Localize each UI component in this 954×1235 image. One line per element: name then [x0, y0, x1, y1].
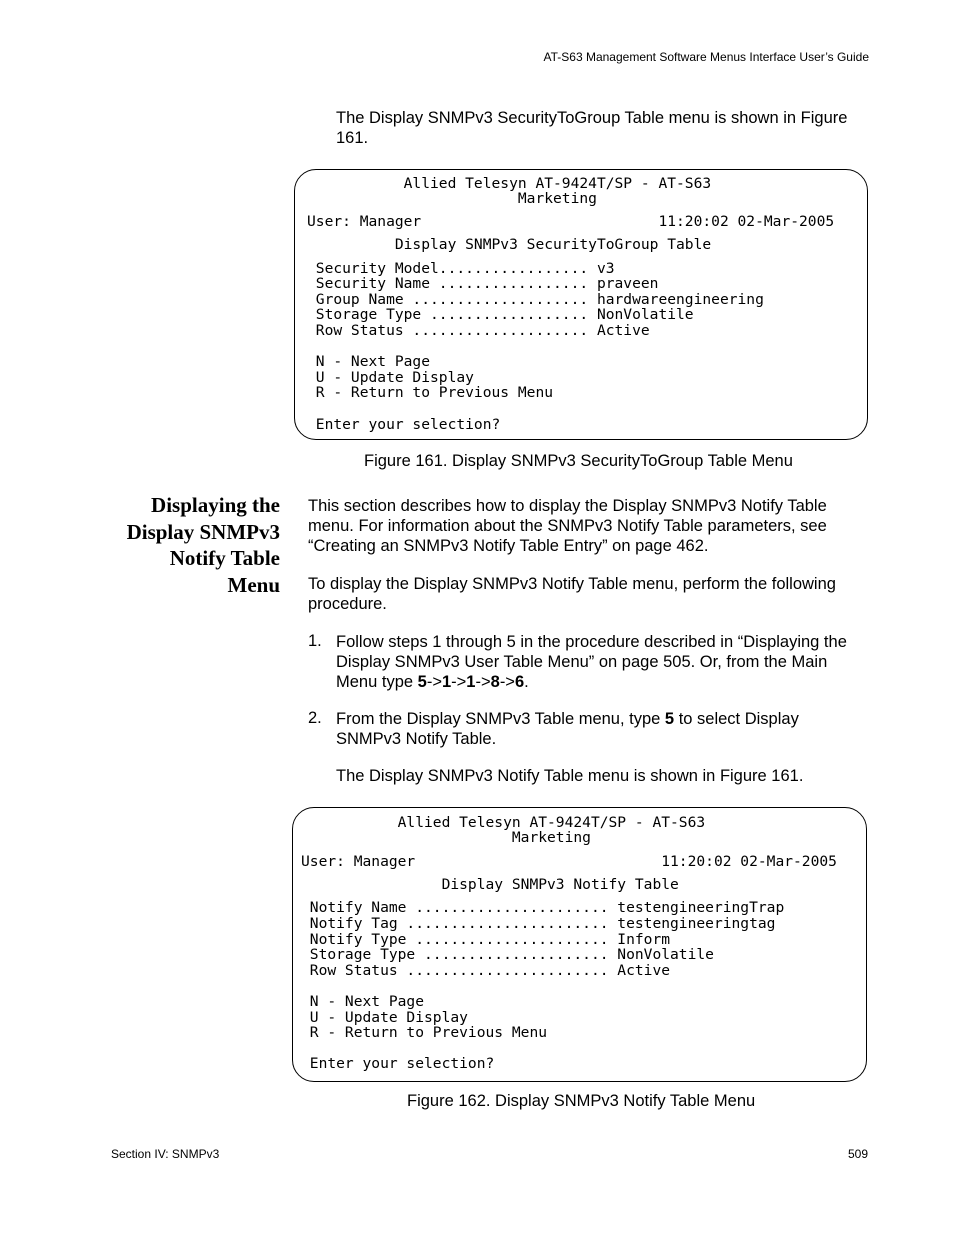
terminal-line: Row Status .................... Active	[307, 322, 650, 339]
terminal-line: Enter your selection?	[307, 416, 501, 433]
footer-section: Section IV: SNMPv3	[111, 1147, 220, 1161]
terminal-line: U - Update Display	[301, 1009, 468, 1026]
terminal-line: User: Manager 11:20:02 02-Mar-2005	[301, 853, 837, 870]
terminal-line: Group Name .................... hardwareengineering	[307, 291, 764, 308]
step-2-number: 2.	[308, 709, 322, 727]
step-1-text: Follow steps 1 through 5 in the procedure described in “Displaying the Display SNMPv3 User Table Menu” on page 505. Or, from the Main Menu type 5->1->1->8->6.	[336, 633, 847, 691]
terminal-line: Security Name ................. praveen	[307, 275, 659, 292]
terminal-line: Notify Name ...................... testengineeringTrap	[301, 899, 785, 916]
terminal-line: Display SNMPv3 Notify Table	[301, 876, 679, 893]
step-2-text: From the Display SNMPv3 Table menu, type 5 to select Display SNMPv3 Notify Table.	[336, 710, 799, 748]
terminal-line: User: Manager 11:20:02 02-Mar-2005	[307, 213, 835, 230]
terminal-line: Storage Type .................. NonVolatile	[307, 306, 694, 323]
terminal-line: Display SNMPv3 SecurityToGroup Table	[307, 236, 712, 253]
terminal-line: Enter your selection?	[301, 1055, 495, 1072]
terminal-line: N - Next Page	[301, 993, 425, 1010]
figure-161-caption: Figure 161. Display SNMPv3 SecurityToGroup Table Menu	[364, 452, 793, 470]
terminal-line: R - Return to Previous Menu	[301, 1024, 548, 1041]
terminal-line: Storage Type ..................... NonVolatile	[301, 946, 714, 963]
terminal-line: Marketing	[307, 190, 597, 207]
intro-paragraph-2: The Display SNMPv3 Notify Table menu is shown in Figure 161.	[336, 767, 804, 785]
terminal-line: Row Status ....................... Active	[301, 962, 671, 979]
intro-paragraph-1: The Display SNMPv3 SecurityToGroup Table menu is shown in Figure 161.	[336, 109, 848, 147]
section-heading: Displaying the Display SNMPv3 Notify Table Menu	[126, 493, 280, 597]
terminal-line: Marketing	[301, 829, 591, 846]
terminal-figure-161	[294, 169, 868, 440]
section-paragraph-1: This section describes how to display the Display SNMPv3 Notify Table menu. For information about the SNMPv3 Notify Table parameters, see “Creating an SNMPv3 Notify Table Entry” on page 462.	[308, 497, 827, 555]
footer-page-number: 509	[847, 1147, 868, 1161]
figure-162-caption: Figure 162. Display SNMPv3 Notify Table Menu	[407, 1092, 756, 1110]
terminal-figure-162	[292, 807, 867, 1082]
terminal-line: U - Update Display	[307, 369, 474, 386]
terminal-line: N - Next Page	[307, 353, 431, 370]
running-header: AT-S63 Management Software Menus Interface User’s Guide	[543, 50, 869, 64]
step-1-number: 1.	[308, 632, 322, 650]
terminal-line: Allied Telesyn AT-9424T/SP - AT-S63	[301, 814, 706, 831]
terminal-line: Notify Type ...................... Inform	[301, 931, 671, 948]
section-paragraph-2: To display the Display SNMPv3 Notify Table menu, perform the following procedure.	[308, 575, 836, 613]
terminal-line: Notify Tag ....................... testengineeringtag	[301, 915, 776, 932]
terminal-line: Security Model................. v3	[307, 260, 615, 277]
terminal-line: Allied Telesyn AT-9424T/SP - AT-S63	[307, 175, 712, 192]
terminal-line: R - Return to Previous Menu	[307, 384, 554, 401]
